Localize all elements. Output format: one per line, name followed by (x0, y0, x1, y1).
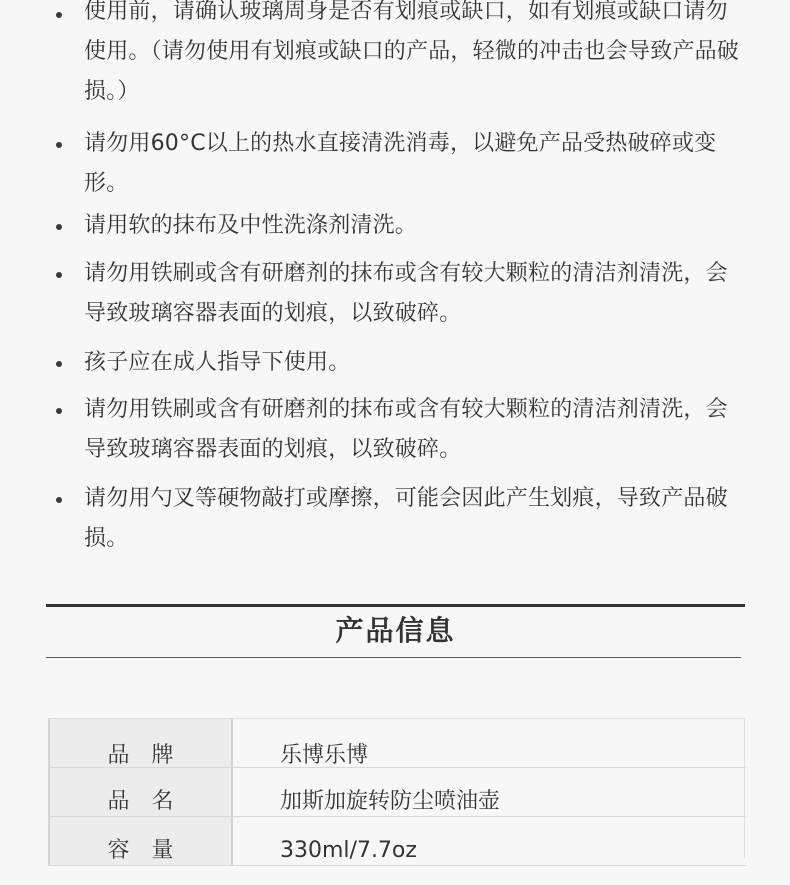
bullet-icon (56, 408, 62, 414)
product-info-table (48, 718, 746, 863)
care-note-text: 孩子应在成人指导下使用。 (84, 350, 351, 375)
section-top-rule (46, 604, 745, 607)
bullet-icon (56, 12, 62, 18)
table-row (48, 768, 746, 817)
care-note-text: 请勿用60°C以上的热水直接清洗消毒，以避免产品受热破碎或变形。 (84, 131, 717, 196)
capacity-label: 容 量 (48, 817, 233, 865)
brand-label: 品 牌 (48, 719, 233, 767)
bullet-icon (56, 361, 62, 367)
brand-value: 乐博乐博 (280, 743, 369, 768)
care-note-text: 请勿用勺叉等硬物敲打或摩擦，可能会因此产生划痕，导致产品破损。 (84, 486, 728, 551)
bullet-icon (56, 272, 62, 278)
table-row (48, 817, 746, 866)
product-name-label: 品 名 (48, 768, 233, 816)
bullet-icon (56, 497, 62, 503)
product-name-value: 加斯加旋转防尘喷油壶 (280, 789, 501, 814)
care-note-text: 使用前，请确认玻璃周身是否有划痕或缺口，如有划痕或缺口请勿使用。（请勿使用有划痕或缺口的产品，轻微的冲击也会导致产品破损。） (84, 0, 740, 104)
section-bottom-rule (46, 657, 741, 658)
care-note-text: 请勿用铁刷或含有研磨剂的抹布或含有较大颗粒的清洁剂清洗，会导致玻璃容器表面的划痕，以致破碎。 (84, 261, 728, 326)
product-info-title: 产品信息 (335, 614, 456, 647)
care-note-text: 请用软的抹布及中性洗涤剂清洗。 (84, 213, 418, 238)
care-note-text: 请勿用铁刷或含有研磨剂的抹布或含有较大颗粒的清洁剂清洗，会导致玻璃容器表面的划痕，以致破碎。 (84, 397, 728, 462)
capacity-value: 330ml/7.7oz (280, 838, 417, 863)
bullet-icon (56, 224, 62, 230)
table-right-border (744, 718, 745, 858)
table-row (48, 719, 746, 768)
bullet-icon (56, 142, 62, 148)
